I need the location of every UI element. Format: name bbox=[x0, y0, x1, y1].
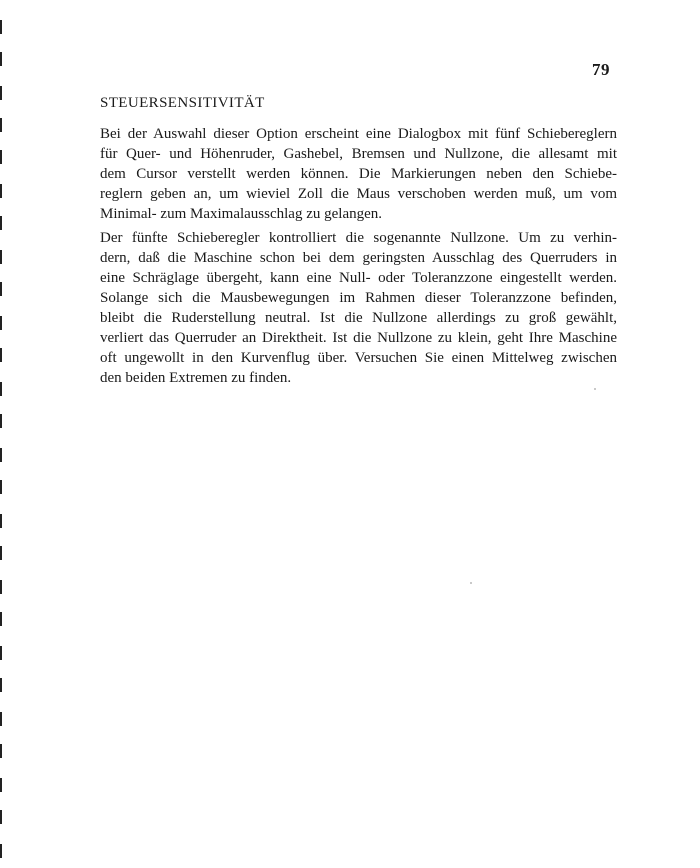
binding-mark bbox=[0, 844, 2, 858]
paragraph bbox=[100, 228, 617, 388]
binding-mark bbox=[0, 382, 2, 396]
binding-mark bbox=[0, 778, 2, 792]
binding-mark bbox=[0, 20, 2, 34]
text-line: reglern geben an, um wieviel Zoll die Maus verschoben werden muß, um vom bbox=[100, 186, 617, 202]
binding-mark bbox=[0, 546, 2, 560]
binding-mark bbox=[0, 150, 2, 164]
binding-mark bbox=[0, 184, 2, 198]
binding-mark bbox=[0, 712, 2, 726]
binding-mark bbox=[0, 52, 2, 66]
binding-mark bbox=[0, 646, 2, 660]
text-line: dern, daß die Maschine schon bei dem geringsten Ausschlag des Querruders in bbox=[100, 250, 617, 266]
section-heading: STEUERSENSITIVITÄT bbox=[100, 95, 265, 111]
text-line: Der fünfte Schieberegler kontrolliert die sogenannte Nullzone. Um zu verhin- bbox=[100, 230, 617, 246]
binding-mark bbox=[0, 86, 2, 100]
binding-mark bbox=[0, 316, 2, 330]
binding-mark bbox=[0, 414, 2, 428]
binding-mark bbox=[0, 580, 2, 594]
text-line: Minimal- zum Maximalausschlag zu gelangen. bbox=[100, 206, 383, 222]
text-line: für Quer- und Höhenruder, Gashebel, Bremsen und Nullzone, die allesamt mit bbox=[100, 146, 617, 162]
binding-mark bbox=[0, 480, 2, 494]
binding-mark bbox=[0, 810, 2, 824]
binding-mark bbox=[0, 612, 2, 626]
text-line: den beiden Extremen zu finden. bbox=[100, 370, 292, 386]
text-line: oft ungewollt in den Kurvenflug über. Versuchen Sie einen Mittelweg zwischen bbox=[100, 350, 617, 366]
binding-mark bbox=[0, 744, 2, 758]
text-line: dem Cursor verstellt werden können. Die Markierungen neben den Schiebe- bbox=[100, 166, 617, 182]
binding-mark bbox=[0, 448, 2, 462]
scan-speck bbox=[594, 388, 596, 390]
binding-mark bbox=[0, 216, 2, 230]
text-line: Bei der Auswahl dieser Option erscheint eine Dialogbox mit fünf Schiebereglern bbox=[100, 126, 617, 142]
scan-speck bbox=[470, 582, 472, 584]
binding-mark bbox=[0, 678, 2, 692]
text-line: eine Schräglage übergeht, kann eine Null- oder Toleranzzone eingestellt werden. bbox=[100, 270, 617, 286]
page-number: 79 bbox=[592, 60, 610, 79]
binding-mark bbox=[0, 250, 2, 264]
text-line: bleibt die Ruderstellung neutral. Ist die Nullzone allerdings zu groß gewählt, bbox=[100, 310, 617, 326]
text-line: Solange sich die Mausbewegungen im Rahmen dieser Toleranzzone befinden, bbox=[100, 290, 617, 306]
binding-mark bbox=[0, 514, 2, 528]
text-line: verliert das Querruder an Direktheit. Ist die Nullzone zu klein, geht Ihre Maschine bbox=[100, 330, 617, 346]
binding-mark bbox=[0, 118, 2, 132]
binding-mark bbox=[0, 348, 2, 362]
paragraph bbox=[100, 124, 617, 224]
binding-mark bbox=[0, 282, 2, 296]
